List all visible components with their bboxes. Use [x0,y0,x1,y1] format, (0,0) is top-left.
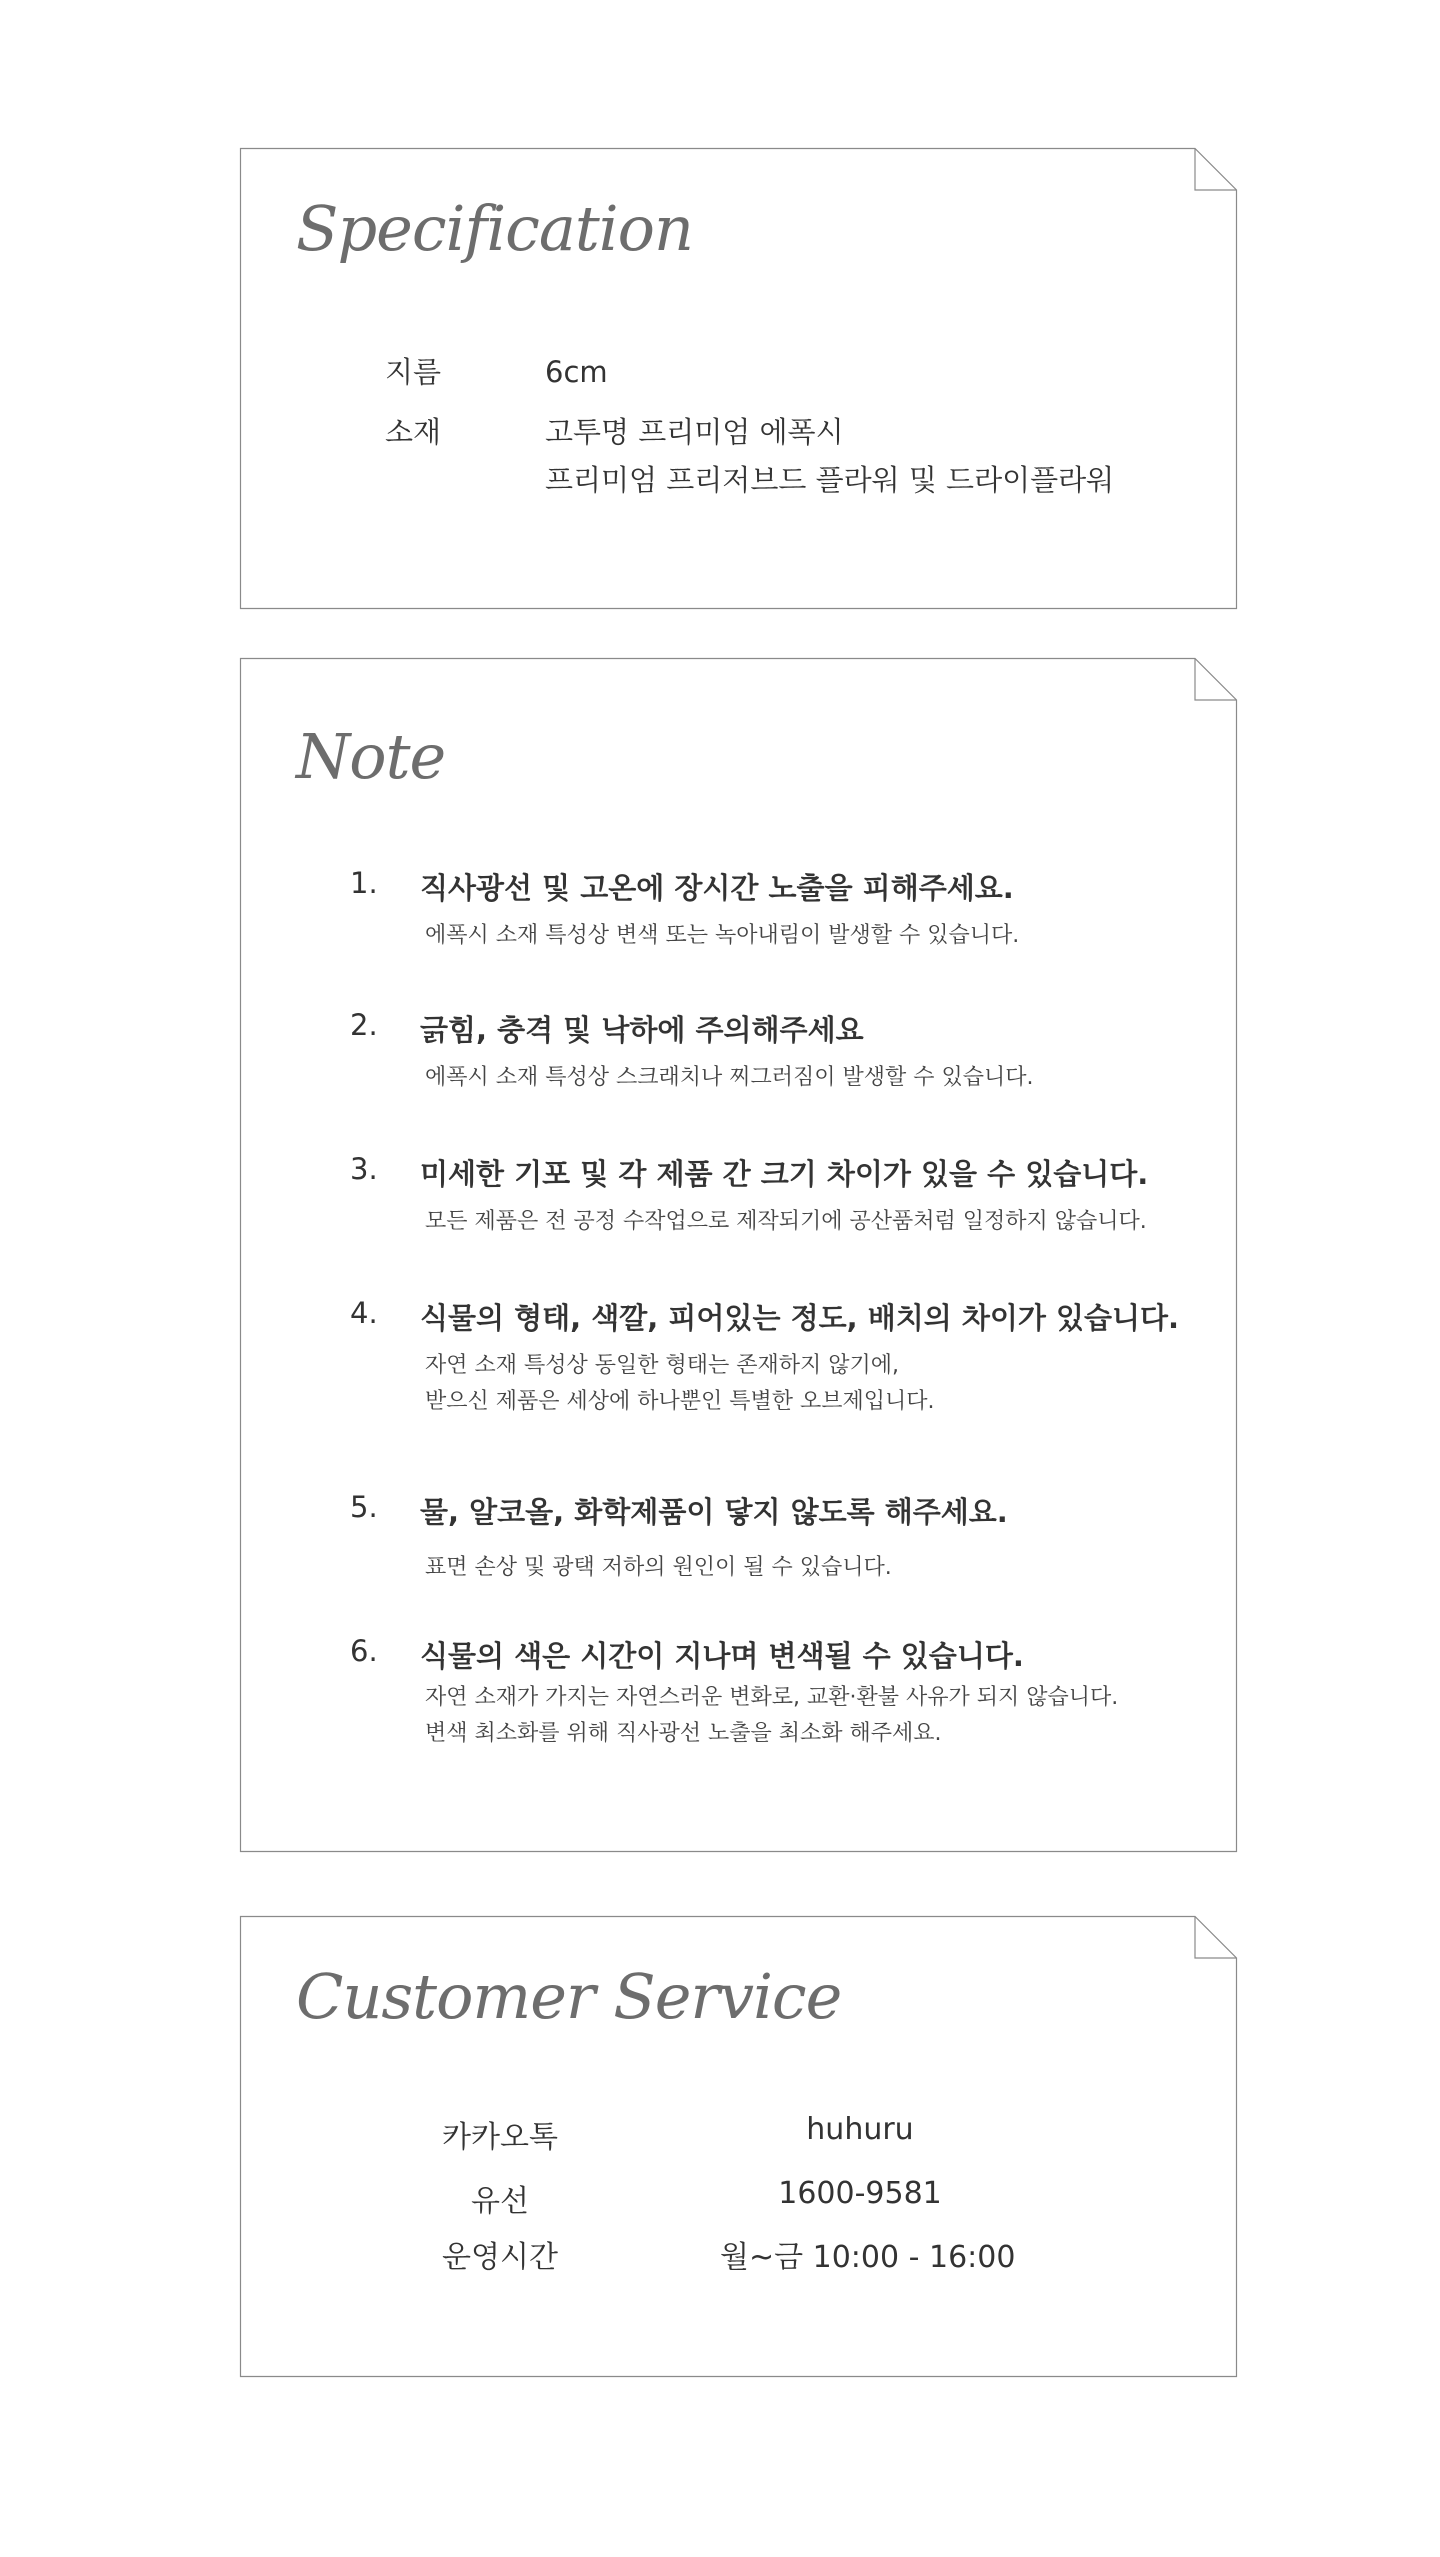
spec-value: 프리미엄 프리저브드 플라워 및 드라이플라워 [545,463,1115,497]
cs-value: 월~금 10:00 - 16:00 [720,2240,1016,2275]
note-number: 6. [350,1634,378,1668]
note-description [425,1204,1147,1240]
note-description-line: 에폭시 소재 특성상 스크래치나 찌그러짐이 발생할 수 있습니다. [425,1065,1034,1090]
specification-title: Specification [296,192,693,265]
note-number: 4. [350,1296,378,1330]
spec-label: 소재 [385,415,442,449]
note-heading: 식물의 색은 시간이 지나며 변색될 수 있습니다. [420,1639,1024,1673]
cs-label: 운영시간 [442,2240,558,2275]
specification-card [240,148,1237,609]
customer-service-title: Customer Service [296,1960,842,2033]
note-description [425,1348,935,1420]
note-description [425,1060,1034,1096]
spec-value: 고투명 프리미엄 에폭시 [545,415,844,449]
note-description [425,1550,892,1586]
note-description-line: 받으신 제품은 세상에 하나뿐인 특별한 오브제입니다. [425,1389,935,1414]
note-description-line: 표면 손상 및 광택 저하의 원인이 될 수 있습니다. [425,1555,892,1580]
spec-label: 지름 [385,355,442,389]
cs-value: huhuru [806,2112,914,2147]
note-heading: 식물의 형태, 색깔, 피어있는 정도, 배치의 차이가 있습니다. [420,1301,1180,1335]
note-description-line: 변색 최소화를 위해 직사광선 노출을 최소화 해주세요. [425,1721,942,1746]
cs-value: 1600-9581 [778,2176,942,2211]
note-heading: 미세한 기포 및 각 제품 간 크기 차이가 있을 수 있습니다. [420,1157,1149,1191]
note-description [425,918,1019,954]
note-number: 1. [350,866,378,900]
note-heading: 물, 알코올, 화학제품이 닿지 않도록 해주세요. [420,1495,1008,1529]
note-number: 5. [350,1490,378,1524]
spec-value: 6cm [545,355,608,389]
note-title: Note [296,720,446,793]
note-number: 3. [350,1152,378,1186]
note-heading: 긁힘, 충격 및 낙하에 주의해주세요 [420,1013,864,1047]
note-description-line: 에폭시 소재 특성상 변색 또는 녹아내림이 발생할 수 있습니다. [425,923,1020,948]
customer-service-card [240,1916,1237,2377]
cs-label: 유선 [471,2184,529,2219]
note-card [240,658,1237,1852]
note-number: 2. [350,1008,378,1042]
note-description-line: 모든 제품은 전 공정 수작업으로 제작되기에 공산품처럼 일정하지 않습니다. [425,1209,1147,1234]
note-description-line: 자연 소재가 가지는 자연스러운 변화로, 교환·환불 사유가 되지 않습니다. [425,1685,1119,1710]
note-heading: 직사광선 및 고온에 장시간 노출을 피해주세요. [420,871,1014,905]
note-description-line: 자연 소재 특성상 동일한 형태는 존재하지 않기에, [425,1353,899,1378]
note-description [425,1680,1118,1752]
cs-label: 카카오톡 [442,2120,558,2155]
